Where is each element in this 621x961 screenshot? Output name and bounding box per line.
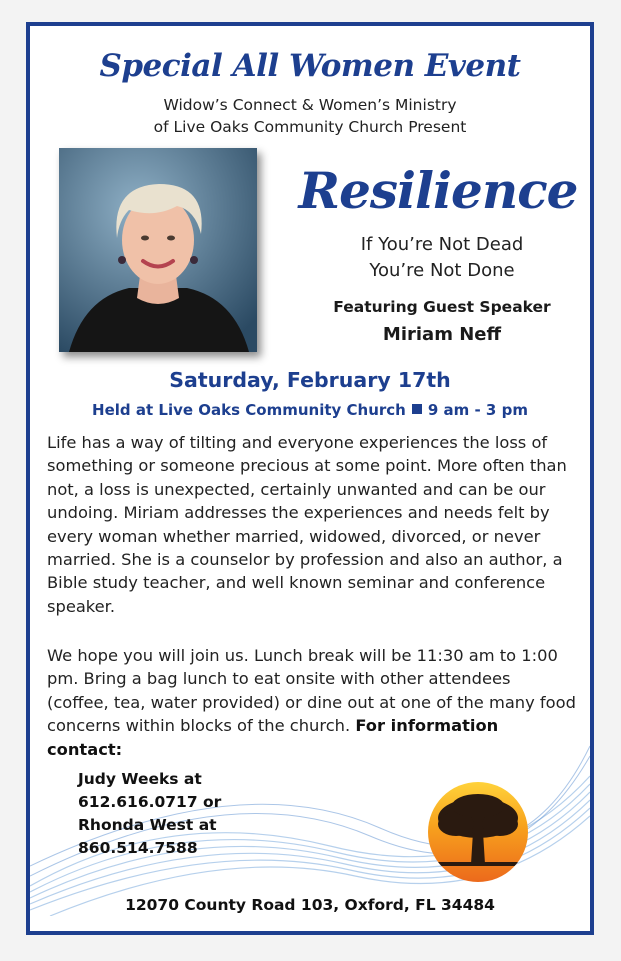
contact-list	[78, 768, 221, 860]
venue-line	[30, 401, 590, 419]
event-headline: Special All Women Event	[99, 48, 521, 84]
venue-text: Held at Live Oaks Community Church	[92, 401, 406, 419]
oak-tree-icon	[428, 782, 528, 882]
contact-1-phone: 612.616.0717 or	[78, 793, 222, 811]
event-date: Saturday, February 17th	[169, 368, 451, 392]
event-title: Resilience	[298, 161, 578, 220]
presenter-line-2: of Live Oaks Community Church Present	[153, 118, 467, 136]
speaker-photo	[59, 148, 257, 352]
contact-1-name: Judy Weeks at	[78, 770, 202, 788]
description-paragraph: Life has a way of tilting and everyone experiences the loss of something or someone precious at some point. More often than not, a loss is unexpected, certainly unwanted and can be our undoing. Miriam addresses the experiences and needs felt by every woman whether married, widowed, divorced, or never married. She is a counselor by profession and also an author, a Bible study teacher, and well known seminar and conference speaker.	[47, 433, 567, 616]
lunch-paragraph	[47, 644, 577, 761]
featuring-label: Featuring Guest Speaker	[333, 298, 551, 316]
square-bullet-icon	[412, 404, 422, 414]
presenter-line-1: Widow’s Connect & Women’s Ministry	[163, 96, 457, 114]
subtitle-line-1: If You’re Not Dead	[360, 234, 524, 255]
contact-2-name: Rhonda West at	[78, 816, 217, 834]
contact-label: For information contact:	[47, 716, 499, 759]
flyer-frame	[26, 22, 594, 935]
presenter-text	[30, 94, 590, 138]
contact-2-phone: 860.514.7588	[78, 839, 198, 857]
lunch-info-text: We hope you will join us. Lunch break will be 11:30 am to 1:00 pm. Bring a bag lunch to eat onsite with other attendees (coffee, tea, water provided) or dine out at one of the many food concerns within blocks of the church.	[47, 646, 576, 736]
speaker-portrait-icon	[59, 148, 257, 352]
event-address: 12070 County Road 103, Oxford, FL 34484	[125, 896, 495, 914]
live-oaks-logo	[428, 782, 528, 882]
subtitle-line-2: You’re Not Done	[369, 260, 515, 281]
speaker-name: Miriam Neff	[382, 324, 502, 345]
event-time: 9 am - 3 pm	[427, 401, 528, 419]
